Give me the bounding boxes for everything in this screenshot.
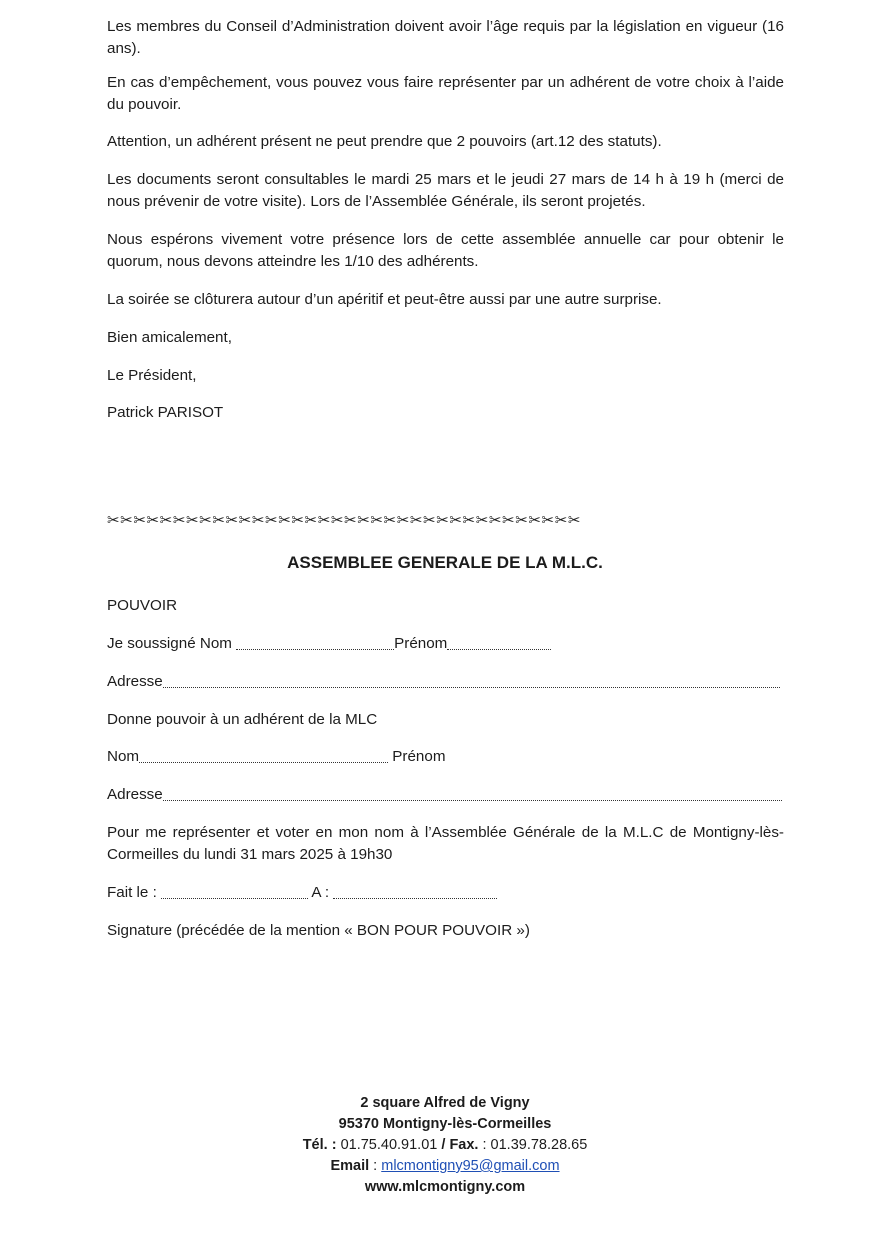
label-delegate-firstname: Prénom [388, 748, 446, 765]
label-delegate-address: Adresse [107, 786, 163, 803]
tel-number: 01.75.40.91.01 [336, 1137, 442, 1153]
paragraph-attention: Attention, un adhérent présent ne peut prendre que 2 pouvoirs (art.12 des statuts). [107, 133, 662, 150]
label-delegate-name: Nom [107, 748, 140, 765]
delegate-name-blank[interactable] [139, 748, 388, 763]
footer [0, 1093, 890, 1198]
form-line-name [107, 633, 551, 655]
paragraph-evening: La soirée se clôturera autour d’un apéritif et peut-être aussi par une autre surprise. [107, 291, 662, 308]
label-firstname: Prénom [394, 635, 448, 652]
tel-label: Tél. : [302, 1137, 337, 1153]
place-blank[interactable] [333, 884, 497, 899]
paragraph-age: Les membres du Conseil d’Administration doivent avoir l’âge requis par la législation en vigueur (16 ans). [107, 18, 784, 57]
signer-name: Patrick PARISOT [107, 404, 224, 421]
paragraph-represent: Pour me représenter et voter en mon nom à l’Assemblée Générale de la M.L.C de Montigny-lès-Cormeilles du lundi 31 mars 2025 à 19h30 [107, 824, 784, 863]
email-label: Email [330, 1158, 370, 1174]
footer-address: 2 square Alfred de Vigny [360, 1095, 530, 1111]
signer-role: Le Président, [107, 367, 197, 384]
paragraph-quorum: Nous espérons vivement votre présence lors de cette assemblée annuelle car pour obtenir le quorum, nous devons atteindre les 1/10 des adhérents. [107, 231, 784, 270]
form-line-delegate-address [107, 784, 782, 806]
paragraph-proxy: En cas d’empêchement, vous pouvez vous faire représenter par un adhérent de votre choix à l’aide du pouvoir. [107, 74, 784, 113]
closing-text: Bien amicalement, [107, 329, 232, 346]
form-line-date-place [107, 882, 497, 904]
firstname-blank[interactable] [447, 635, 551, 650]
cut-line: ✂✂✂✂✂✂✂✂✂✂✂✂✂✂✂✂✂✂✂✂✂✂✂✂✂✂✂✂✂✂✂✂✂✂✂✂ [107, 511, 582, 529]
email-link[interactable]: mlcmontigny95@gmail.com [381, 1158, 560, 1174]
delegate-address-blank[interactable] [163, 786, 782, 801]
footer-phone [0, 1135, 890, 1156]
date-blank[interactable] [161, 884, 308, 899]
paragraph-documents: Les documents seront consultables le mardi 25 mars et le jeudi 27 mars de 14 h à 19 h (merci de nous prévenir de votre visite). Lors de l’Assemblée Générale, ils seront projetés. [107, 171, 784, 210]
label-name: Je soussigné Nom [107, 635, 237, 652]
form-heading: POUVOIR [107, 597, 178, 614]
email-separator: : [369, 1158, 382, 1174]
fax-separator: / [441, 1137, 450, 1153]
label-date: Fait le : [107, 884, 162, 901]
label-place: A : [308, 884, 334, 901]
address-blank[interactable] [163, 673, 780, 688]
form-title: ASSEMBLEE GENERALE DE LA M.L.C. [287, 553, 603, 572]
form-line-address [107, 671, 780, 693]
delegate-intro: Donne pouvoir à un adhérent de la MLC [107, 711, 378, 728]
name-blank[interactable] [236, 635, 394, 650]
footer-email [0, 1156, 890, 1177]
fax-label: Fax. [449, 1137, 479, 1153]
signature-line: Signature (précédée de la mention « BON POUR POUVOIR ») [107, 922, 530, 939]
footer-city: 95370 Montigny-lès-Cormeilles [338, 1116, 552, 1132]
label-address: Adresse [107, 673, 163, 690]
form-line-delegate-name [107, 746, 445, 768]
fax-number: : 01.39.78.28.65 [478, 1137, 588, 1153]
footer-website[interactable]: www.mlcmontigny.com [364, 1179, 526, 1195]
